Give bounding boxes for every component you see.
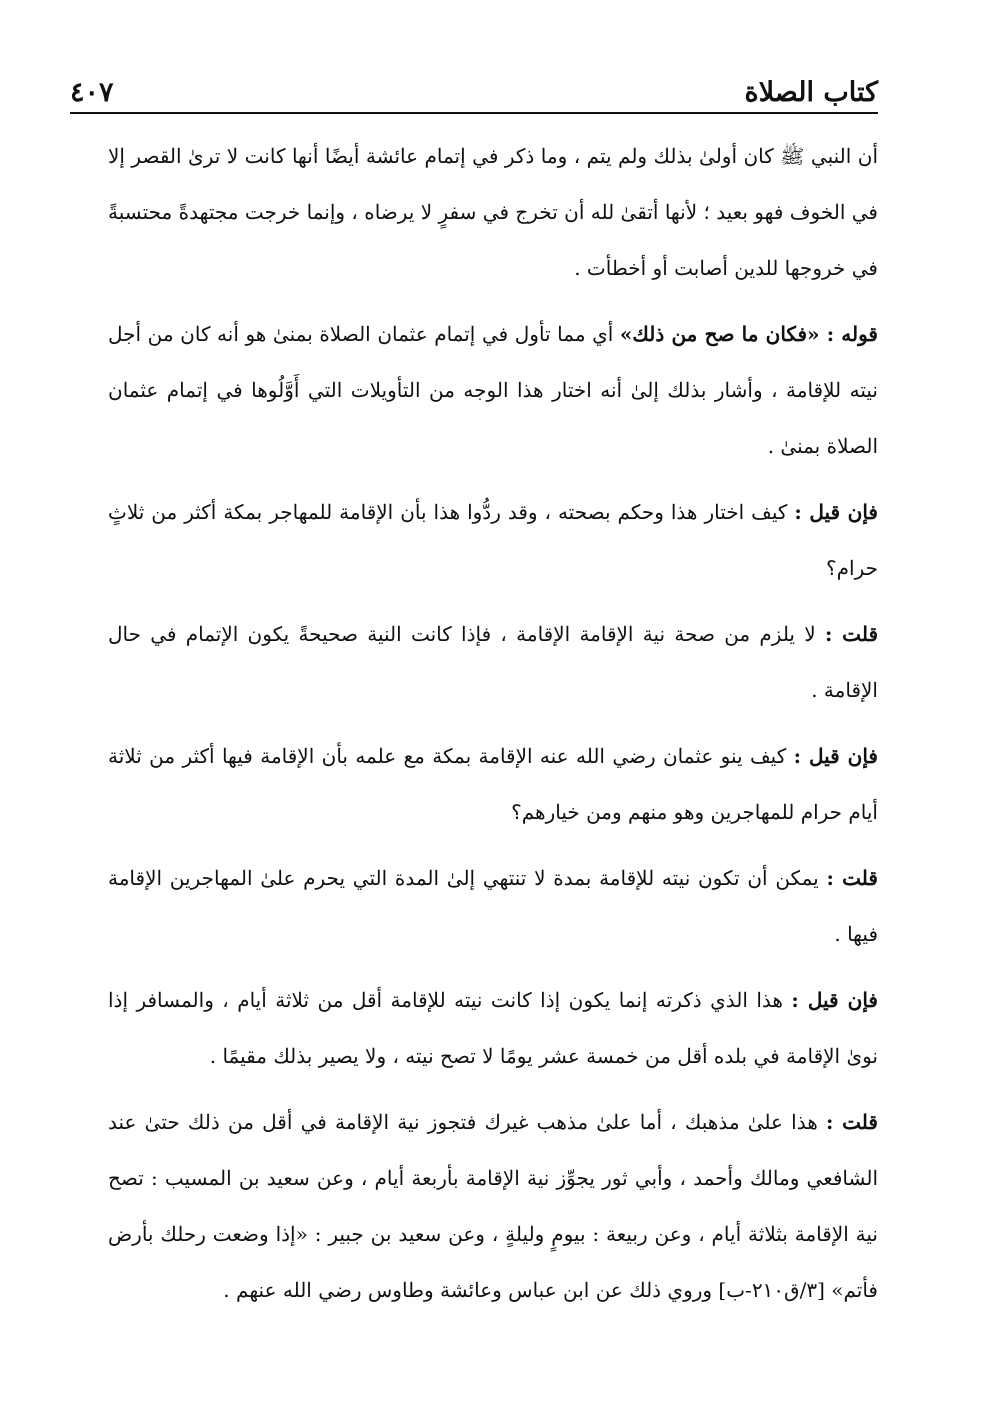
paragraph xyxy=(108,728,878,840)
page-header xyxy=(70,60,878,106)
paragraph-lead: قوله : «فكان ما صح من ذلك» xyxy=(619,322,878,346)
paragraph xyxy=(108,128,878,296)
paragraph xyxy=(108,850,878,962)
paragraph-lead: قلت : xyxy=(825,1110,878,1134)
paragraph-text: كيف ينو عثمان رضي الله عنه الإقامة بمكة مع علمه بأن الإقامة فيها أكثر من ثلاثة أيام حرام للمهاجرين وهو منهم ومن خيارهم؟ xyxy=(108,744,878,824)
paragraph xyxy=(108,606,878,718)
paragraph xyxy=(108,484,878,596)
header-rule xyxy=(70,112,878,114)
running-title: كتاب الصلاة xyxy=(744,77,878,108)
paragraph-text: أن النبي ﷺ كان أولىٰ بذلك ولم يتم ، وما ذكر في إتمام عائشة أيضًا أنها كانت لا ترىٰ القصر إلا في الخوف فهو بعيد ؛ لأنها أتقىٰ لله أن تخرج في سفرٍ لا يرضاه ، وإنما خرجت مجتهدةً محتسبةً في خروجها للدين أصابت أو أخطأت . xyxy=(108,144,878,280)
paragraph-lead: فإن قيل : xyxy=(793,744,878,768)
paragraph-lead: فإن قيل : xyxy=(791,988,878,1012)
paragraph-lead: فإن قيل : xyxy=(794,500,878,524)
paragraph-text: يمكن أن تكون نيته للإقامة بمدة لا تنتهي إلىٰ المدة التي يحرم علىٰ المهاجرين الإقامة فيها . xyxy=(108,866,878,946)
page-number: ٤٠٧ xyxy=(70,77,114,108)
paragraph-text: كيف اختار هذا وحكم بصحته ، وقد ردُّوا هذا بأن الإقامة للمهاجر بمكة أكثر من ثلاثٍ حرام؟ xyxy=(108,500,878,580)
paragraph-text: هذا علىٰ مذهبك ، أما علىٰ مذهب غيرك فتجوز نية الإقامة في أقل من ذلك حتىٰ عند الشافعي ومالك وأحمد ، وأبي ثور يجوِّز نية الإقامة بأربعة أيام ، وعن سعيد بن المسيب : تصح نية الإقامة بثلاثة أيام ، وعن ربيعة : بيومٍ وليلةٍ ، وعن سعيد بن جبير : «إذا وضعت رحلك بأرض فأتم» [٣/ق٢١٠-ب] وروي ذلك عن ابن عباس وعائشة وطاوس رضي الله عنهم . xyxy=(108,1110,878,1302)
paragraph-text: لا يلزم من صحة نية الإقامة الإقامة ، فإذا كانت النية صحيحةً يكون الإتمام في حال الإقامة . xyxy=(108,622,878,702)
paragraph-text: هذا الذي ذكرته إنما يكون إذا كانت نيته للإقامة أقل من ثلاثة أيام ، والمسافر إذا نوىٰ الإقامة في بلده أقل من خمسة عشر يومًا لا تصح نيته ، ولا يصير بذلك مقيمًا . xyxy=(108,988,878,1068)
paragraph xyxy=(108,1094,878,1318)
page-body xyxy=(108,128,878,1318)
paragraph xyxy=(108,972,878,1084)
paragraph-lead: قلت : xyxy=(826,866,878,890)
paragraph xyxy=(108,306,878,474)
paragraph-text: أي مما تأول في إتمام عثمان الصلاة بمنىٰ هو أنه كان من أجل نيته للإقامة ، وأشار بذلك إلىٰ أنه اختار هذا الوجه من التأويلات التي أَوَّلُوها في إتمام عثمان الصلاة بمنىٰ . xyxy=(108,322,878,458)
paragraph-lead: قلت : xyxy=(824,622,879,646)
